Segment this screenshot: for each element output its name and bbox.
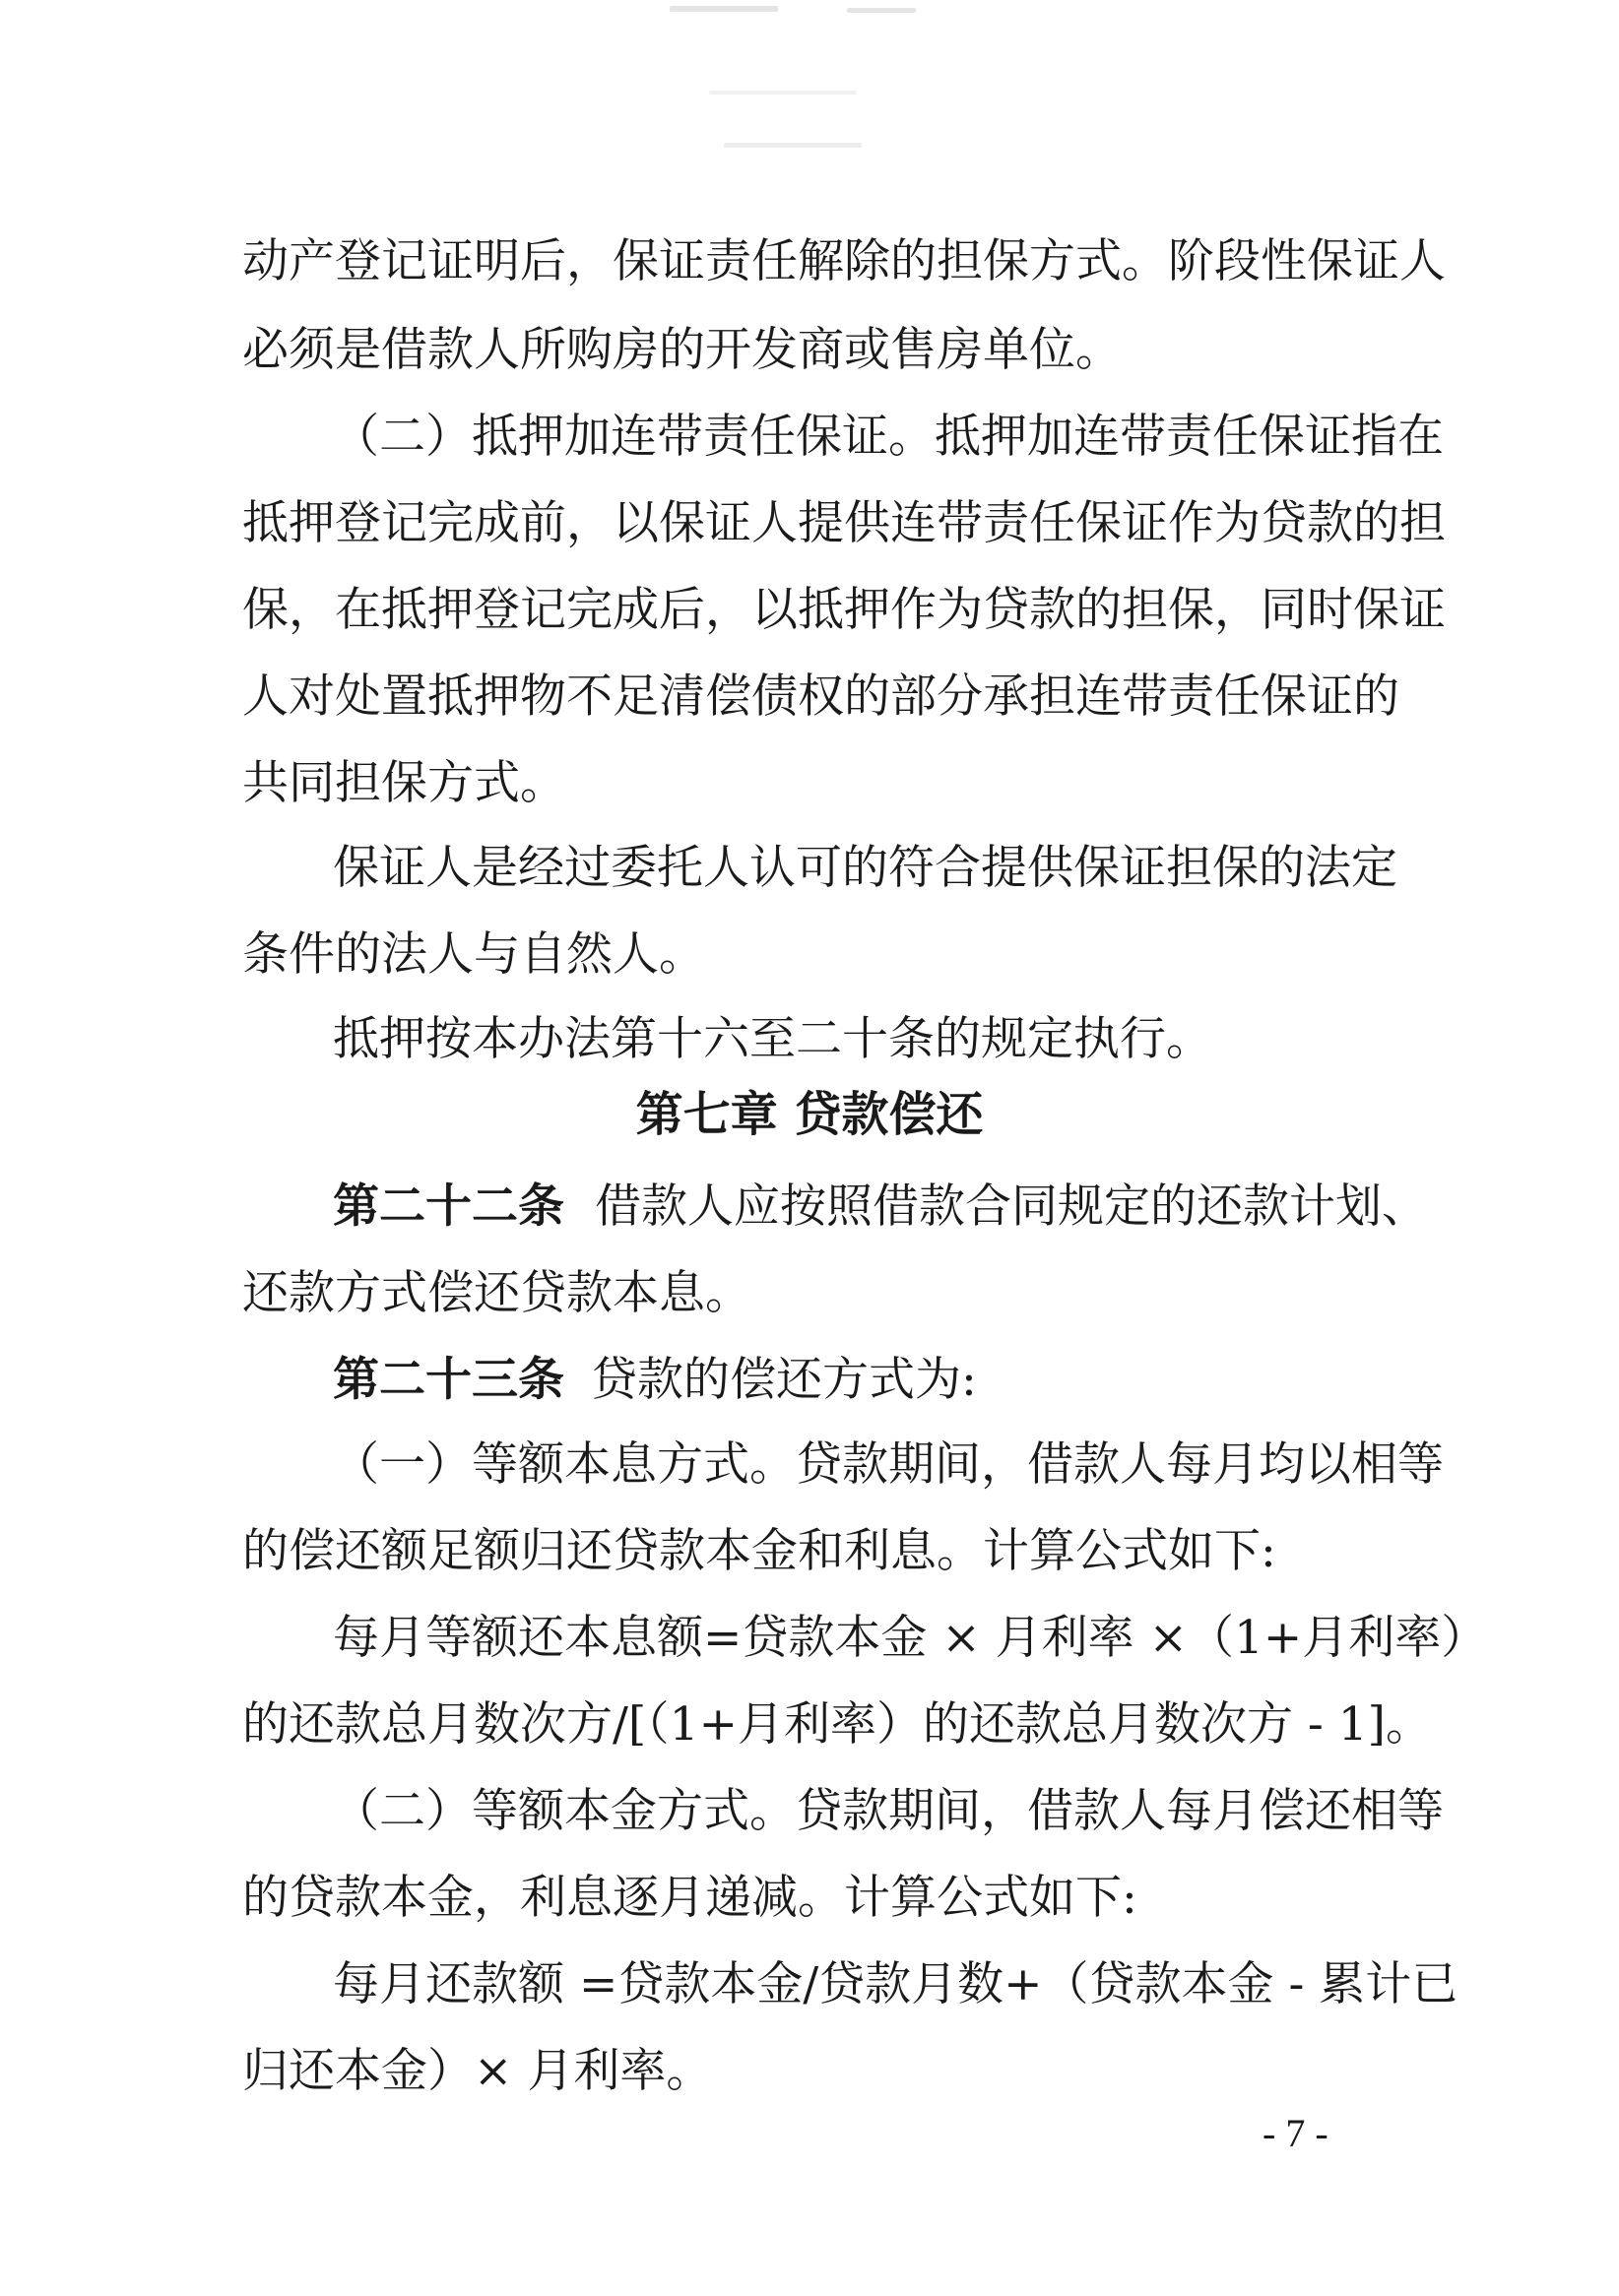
article-23-label: 第二十三条	[333, 1353, 564, 1407]
formula-line: 归还本金）× 月利率。	[242, 2044, 713, 2098]
paragraph-line: 抵押按本办法第十六至二十条的规定执行。	[333, 1012, 1212, 1066]
page-number: - 7 -	[1263, 2111, 1328, 2155]
paragraph-line: 保，在抵押登记完成后，以抵押作为贷款的担保，同时保证	[242, 583, 1446, 637]
paragraph-line: 条件的法人与自然人。	[242, 927, 705, 982]
paragraph-line: 必须是借款人所购房的开发商或售房单位。	[242, 323, 1122, 377]
formula-line: 的还款总月数次方/[（1+月利率）的还款总月数次方 - 1]。	[242, 1697, 1432, 1752]
article-23-text: 贷款的偿还方式为:	[590, 1353, 977, 1407]
article-23-line-1	[333, 1351, 977, 1410]
formula-line: 每月还款额 =贷款本金/贷款月数+（贷款本金 - 累计已	[333, 1957, 1458, 2011]
paragraph-line: 的偿还额足额归还贷款本金和利息。计算公式如下:	[242, 1524, 1276, 1578]
article-22-label: 第二十二条	[333, 1180, 564, 1234]
paragraph-line: （一）等额本息方式。贷款期间，借款人每月均以相等	[333, 1437, 1444, 1492]
article-22-line-1	[333, 1178, 1428, 1237]
paragraph-line: 抵押登记完成前，以保证人提供连带责任保证作为贷款的担	[242, 496, 1446, 550]
paragraph-line: 的贷款本金，利息逐月递减。计算公式如下:	[242, 1871, 1137, 1925]
article-22-text: 借款人应按照借款合同规定的还款计划、	[594, 1180, 1428, 1234]
scan-artifact	[709, 91, 857, 95]
formula-line: 每月等额还本息额=贷款本金 × 月利率 ×（1+月利率）	[333, 1611, 1488, 1665]
scan-artifact	[724, 143, 862, 148]
paragraph-line: 还款方式偿还贷款本息。	[242, 1266, 751, 1320]
paragraph-line: 共同担保方式。	[242, 756, 566, 810]
chapter-heading: 第七章 贷款偿还	[635, 1087, 984, 1142]
paragraph-line: 保证人是经过委托人认可的符合提供保证担保的法定	[333, 841, 1397, 895]
paragraph-line: 人对处置抵押物不足清偿债权的部分承担连带责任保证的	[242, 670, 1399, 724]
scan-artifact	[670, 6, 778, 12]
paragraph-line: （二）抵押加连带责任保证。抵押加连带责任保证指在	[333, 410, 1444, 464]
paragraph-line: （二）等额本金方式。贷款期间，借款人每月偿还相等	[333, 1784, 1444, 1838]
scan-artifact	[847, 8, 916, 13]
paragraph-line: 动产登记证明后，保证责任解除的担保方式。阶段性保证人	[242, 234, 1446, 288]
